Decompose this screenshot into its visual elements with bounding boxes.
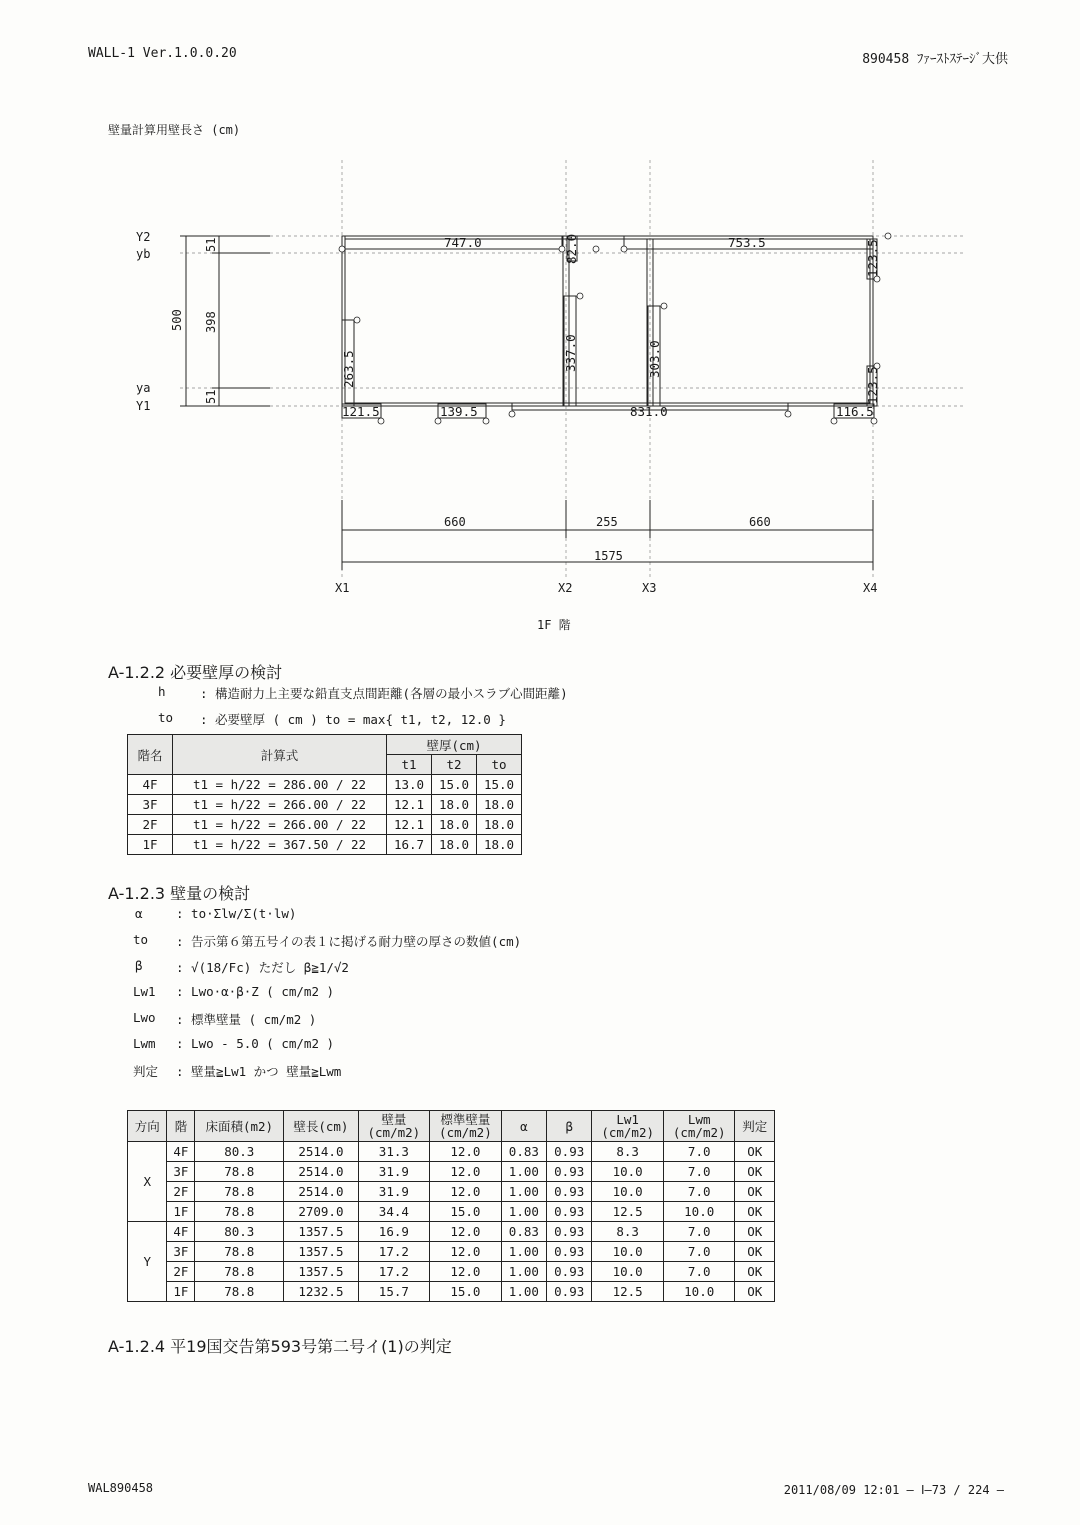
table-cell: 12.0 [430,1162,502,1182]
table-cell: 3F [167,1242,195,1262]
table-cell: 17.2 [358,1262,430,1282]
table-cell: 1.00 [501,1182,546,1202]
cell-t1: 12.1 [387,815,432,835]
section-title-wall-thickness: A-1.2.2 必要壁厚の検討 [108,663,283,682]
def-key: to [133,932,149,947]
table-cell: 0.93 [547,1242,592,1262]
section-title-wall-quantity: A-1.2.3 壁量の検討 [108,884,251,903]
table-row [128,1242,775,1262]
table-cell: 1357.5 [284,1262,358,1282]
wall-length-label: 139.5 [440,404,478,419]
def-key: Lwm [133,1036,156,1051]
table-cell: 15.0 [430,1202,502,1222]
wall-length-label: 116.5 [836,404,874,419]
table-cell: 8.3 [592,1142,664,1162]
def-text: : Lwo - 5.0 ( cm/m2 ) [176,1036,335,1051]
table-cell: 7.0 [663,1162,735,1182]
cell-formula: t1 = h/22 = 266.00 / 22 [173,815,387,835]
col-header: 壁長(cm) [284,1111,358,1142]
axis-x2-label: X2 [558,581,573,595]
header-project-name: 890458 ﾌｧｰｽﾄｽﾃｰｼﾞ大供 [862,52,1008,67]
table-cell: 78.8 [195,1182,284,1202]
table-cell: 2514.0 [284,1142,358,1162]
axis-x1-label: X1 [335,581,350,595]
table-cell: 1357.5 [284,1222,358,1242]
axis-y2-label: Y2 [136,230,151,244]
table-header-row [128,1111,775,1142]
cell-t2: 15.0 [432,775,477,795]
table-cell: 10.0 [663,1202,735,1222]
col-header: 判定 [735,1111,775,1142]
table-cell: 0.93 [547,1182,592,1202]
wall-plan-drawing [0,150,1080,640]
table-cell: 0.93 [547,1282,592,1302]
col-header-floor: 階名 [128,735,173,775]
def-text: : 構造耐力上主要な鉛直支点間距離(各層の最小スラブ心間距離) [200,686,568,701]
def-text: : 壁量≧Lw1 かつ 壁量≧Lwm [176,1064,342,1079]
cell-to: 18.0 [477,795,522,815]
def-text: : 必要壁厚 ( cm ) to = max{ t1, t2, 12.0 } [200,712,506,727]
table-cell: 12.0 [430,1142,502,1162]
table-cell: 7.0 [663,1142,735,1162]
cell-t1: 13.0 [387,775,432,795]
axis-ya-label: ya [136,381,151,395]
table-cell: 2F [167,1182,195,1202]
table-cell: 7.0 [663,1262,735,1282]
cell-t1: 12.1 [387,795,432,815]
def-text: : √(18/Fc) ただし β≧1/√2 [176,960,349,975]
footer-date-page: 2011/08/09 12:01 — Ⅰ—73 / 224 — [783,1483,1004,1497]
def-text: : to·Σlw/Σ(t·lw) [176,906,297,921]
table-cell: 1357.5 [284,1242,358,1262]
table-cell: 1.00 [501,1162,546,1182]
table-row [128,1262,775,1282]
cell-t2: 18.0 [432,815,477,835]
table-cell: 12.5 [592,1282,664,1302]
table-cell: 10.0 [663,1282,735,1302]
axis-y1-label: Y1 [136,399,151,413]
cell-to: 18.0 [477,835,522,855]
def-key: h [158,684,166,699]
table-cell: 1.00 [501,1202,546,1222]
col-header: 階 [167,1111,195,1142]
wall-length-label: 337.0 [563,334,578,372]
table-row [128,1282,775,1302]
def-text: : 標準壁量 ( cm/m2 ) [176,1012,317,1027]
dim-y-bottom: 51 [204,389,218,404]
table-row [128,795,522,815]
cell-to: 15.0 [477,775,522,795]
cell-t1: 16.7 [387,835,432,855]
table-cell: 17.2 [358,1242,430,1262]
col-header: 標準壁量 (cm/m2) [430,1111,502,1142]
wall-length-label: 753.5 [728,235,766,250]
table-row [128,1142,775,1162]
table-cell: 78.8 [195,1242,284,1262]
table-cell: 2F [167,1262,195,1282]
table-cell: OK [735,1182,775,1202]
header-app-version: WALL-1 Ver.1.0.0.20 [88,46,237,61]
table-cell: 2514.0 [284,1182,358,1202]
col-header: Lwm (cm/m2) [663,1111,735,1142]
def-key: Lw1 [133,984,156,999]
table-cell: 1.00 [501,1262,546,1282]
wall-length-label: 121.5 [342,404,380,419]
cell-t2: 18.0 [432,795,477,815]
cell-t2: 18.0 [432,835,477,855]
table-cell: 8.3 [592,1222,664,1242]
def-key: to [158,710,174,725]
wall-length-label: 82.0 [564,233,579,264]
table-cell: 12.0 [430,1222,502,1242]
table-cell: 78.8 [195,1202,284,1222]
table-cell: 15.0 [430,1282,502,1302]
cell-direction: X [128,1142,167,1222]
floor-label: 1F 階 [537,618,571,632]
table-cell: 31.3 [358,1142,430,1162]
cell-formula: t1 = h/22 = 367.50 / 22 [173,835,387,855]
table-cell: 7.0 [663,1222,735,1242]
col-header: α [501,1111,546,1142]
col-header-formula: 計算式 [173,735,387,775]
col-header: β [547,1111,592,1142]
table-cell: 0.93 [547,1202,592,1222]
table-row [128,1182,775,1202]
table-cell: 12.0 [430,1242,502,1262]
table-row [128,1222,775,1242]
cell-floor: 1F [128,835,173,855]
table-cell: 7.0 [663,1182,735,1202]
dim-y-mid: 398 [204,311,218,333]
table-cell: 12.0 [430,1182,502,1202]
col-header-to: to [477,755,522,775]
wall-length-label: 123.5 [865,239,880,277]
table-cell: 7.0 [663,1242,735,1262]
cell-to: 18.0 [477,815,522,835]
col-header: Lw1 (cm/m2) [592,1111,664,1142]
table-cell: OK [735,1162,775,1182]
dim-y-total: 500 [170,309,184,331]
table-cell: 12.5 [592,1202,664,1222]
table-cell: 10.0 [592,1262,664,1282]
table-cell: 4F [167,1222,195,1242]
wall-length-label: 831.0 [630,404,668,419]
plan-title: 壁量計算用壁長さ (cm) [108,123,241,137]
table-cell: OK [735,1262,775,1282]
table-cell: 31.9 [358,1182,430,1202]
table-cell: 0.93 [547,1162,592,1182]
table-cell: 2514.0 [284,1162,358,1182]
def-key: Lwo [133,1010,156,1025]
table-cell: 78.8 [195,1262,284,1282]
table-cell: 3F [167,1162,195,1182]
table-cell: 0.93 [547,1222,592,1242]
dim-x3-x4: 660 [749,515,771,529]
footer-doc-id: WAL890458 [88,1481,154,1495]
col-header-thickness: 壁厚(cm) [387,735,522,755]
wall-length-label: 123.5 [865,366,880,404]
table-cell: OK [735,1242,775,1262]
dim-total-x: 1575 [594,549,623,563]
table-cell: 10.0 [592,1162,664,1182]
wall-length-label: 747.0 [444,235,482,250]
axis-yb-label: yb [136,247,151,261]
dim-x2-x3: 255 [596,515,618,529]
wall-quantity-table [127,1110,775,1302]
table-cell: 0.83 [501,1222,546,1242]
table-cell: 10.0 [592,1182,664,1202]
table-cell: 0.83 [501,1142,546,1162]
wall-length-label: 263.5 [341,350,356,388]
table-cell: 0.93 [547,1262,592,1282]
table-cell: 31.9 [358,1162,430,1182]
table-cell: 1F [167,1202,195,1222]
table-cell: 80.3 [195,1142,284,1162]
table-cell: 16.9 [358,1222,430,1242]
table-cell: 15.7 [358,1282,430,1302]
section-title-judgement: A-1.2.4 平19国交告第593号第二号イ(1)の判定 [108,1337,452,1356]
col-header-t1: t1 [387,755,432,775]
cell-formula: t1 = h/22 = 266.00 / 22 [173,795,387,815]
table-cell: OK [735,1142,775,1162]
def-key: α [135,906,143,921]
table-cell: 78.8 [195,1162,284,1182]
cell-formula: t1 = h/22 = 286.00 / 22 [173,775,387,795]
table-row [128,1202,775,1222]
dim-x1-x2: 660 [444,515,466,529]
wall-length-label: 303.0 [647,340,662,378]
dim-y-top: 51 [204,237,218,252]
table-cell: 34.4 [358,1202,430,1222]
table-cell: 1F [167,1282,195,1302]
def-text: : 告示第６第五号イの表１に掲げる耐力壁の厚さの数値(cm) [176,934,522,949]
cell-direction: Y [128,1222,167,1302]
table-cell: 78.8 [195,1282,284,1302]
col-header: 方向 [128,1111,167,1142]
table-cell: OK [735,1202,775,1222]
table-cell: 80.3 [195,1222,284,1242]
table-cell: 1.00 [501,1242,546,1262]
table-row [128,775,522,795]
table-cell: 1.00 [501,1282,546,1302]
cell-floor: 4F [128,775,173,795]
axis-x4-label: X4 [863,581,878,595]
table-cell: OK [735,1222,775,1242]
table-cell: 4F [167,1142,195,1162]
table-cell: OK [735,1282,775,1302]
col-header: 壁量 (cm/m2) [358,1111,430,1142]
table-row [128,835,522,855]
def-text: : Lwo·α·β·Z ( cm/m2 ) [176,984,335,999]
col-header-t2: t2 [432,755,477,775]
wall-thickness-table [127,734,522,855]
def-key: β [135,958,143,973]
table-cell: 1232.5 [284,1282,358,1302]
cell-floor: 2F [128,815,173,835]
table-row [128,1162,775,1182]
table-cell: 12.0 [430,1262,502,1282]
table-cell: 0.93 [547,1142,592,1162]
axis-x3-label: X3 [642,581,657,595]
cell-floor: 3F [128,795,173,815]
col-header: 床面積(m2) [195,1111,284,1142]
table-cell: 2709.0 [284,1202,358,1222]
def-key: 判定 [133,1064,159,1079]
table-row [128,815,522,835]
table-cell: 10.0 [592,1242,664,1262]
